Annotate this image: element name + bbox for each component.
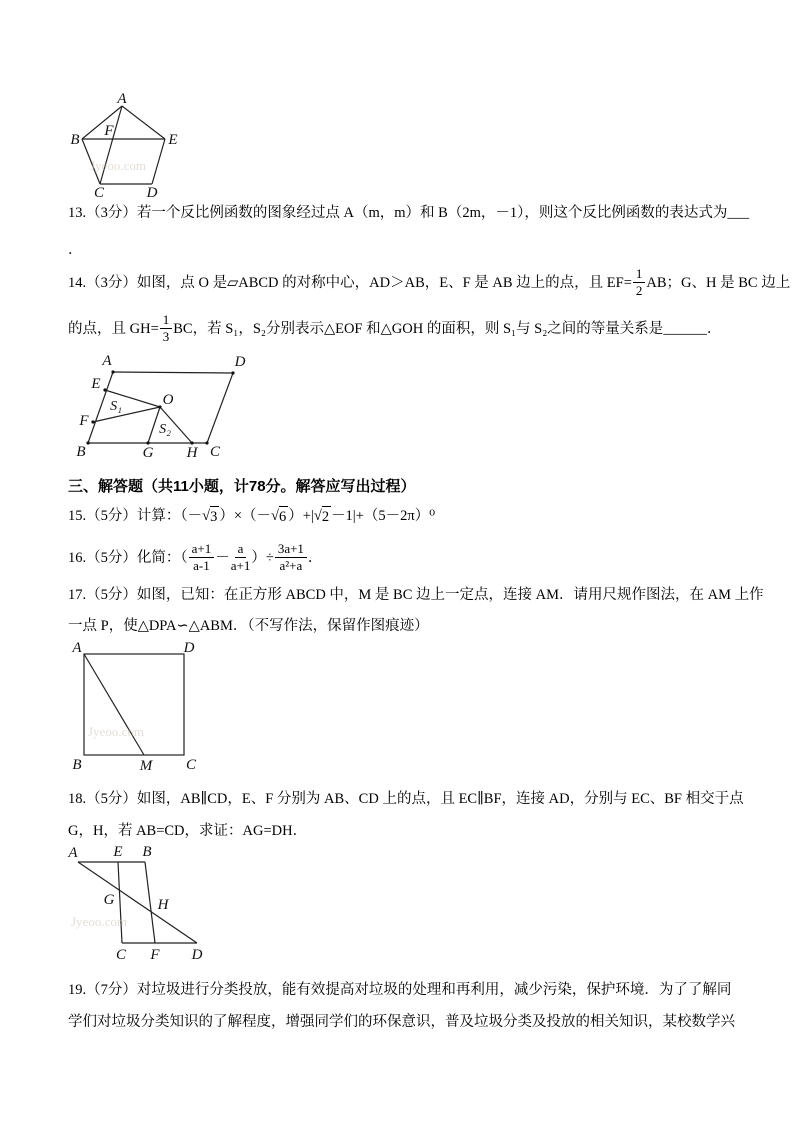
vertex-label-f: F bbox=[104, 123, 114, 139]
q18-text-1: 18.（5分）如图，AB∥CD，E、F 分别为 AB、CD 上的点，且 EC∥BF，连接 AD，分别与 EC、BF 相交于点 bbox=[68, 791, 744, 807]
vertex-label-g: G bbox=[142, 445, 154, 461]
sqrt-icon: √ bbox=[202, 508, 211, 524]
q14-text-2b: BC，若 S₁，S₂分别表示△EOF 和△GOH 的面积，则 S₁与 S₂之间的等量关系是 bbox=[173, 321, 664, 337]
point-label-m: M bbox=[139, 758, 153, 774]
vertex-label-f: F bbox=[79, 413, 89, 429]
vertex-label-e: E bbox=[91, 376, 101, 392]
area-label-s1: S₁ bbox=[110, 399, 122, 414]
fraction-a1-over-a-1: $\frac{a+1}{a-1}$ bbox=[189, 542, 215, 574]
q17-text-2: 一点 P，使△DPA∽△ABM．（不写作法，保留作图痕迹） bbox=[68, 618, 429, 634]
question-14-line2 bbox=[68, 308, 740, 350]
fraction-one-third: $\frac{1}{3}$ bbox=[160, 313, 173, 345]
q14-text-1a: 14.（3分）如图，点 O 是▱ABCD 的对称中心，AD＞AB，E、F 是 AB 边上的点，且 EF= bbox=[68, 275, 632, 291]
q18-text-2: G，H，若 AB=CD，求证：AG=DH． bbox=[68, 823, 308, 839]
point-label-g: G bbox=[103, 892, 115, 908]
q17-text-1: 17.（5分）如图，已知：在正方形 ABCD 中，M 是 BC 边上一定点，连接 AM．请用尺规作图法，在 AM 上作 bbox=[68, 587, 764, 603]
q19-text-1: 19.（7分）对垃圾进行分类投放，能有效提高对垃圾的处理和再利用，减少污染，保护环境．为了了解同 bbox=[68, 982, 732, 998]
vertex-label-a: A bbox=[72, 640, 82, 656]
vertex-label-e: E bbox=[113, 844, 123, 860]
figure-square bbox=[70, 640, 205, 775]
fraction-a-over-a1: $\frac{a}{a+1}$ bbox=[230, 541, 251, 573]
q16-period: ． bbox=[307, 550, 323, 566]
vertex-label-f: F bbox=[150, 947, 160, 963]
vertex-label-h: H bbox=[186, 445, 198, 461]
sqrt-icon: √ bbox=[271, 508, 279, 524]
q13-text: 13.（3分）若一个反比例函数的图象经过点 A（m，m）和 B（2m，－1），则这个反比例函数的表达式为 bbox=[68, 205, 728, 221]
q15-prefix: 15.（5分）计算：（－ bbox=[68, 508, 203, 524]
q15-exponent: ⁰ bbox=[429, 508, 436, 524]
vertex-label-a: A bbox=[117, 91, 127, 107]
question-14-line1 bbox=[68, 262, 791, 304]
vertex-label-c: C bbox=[209, 444, 221, 460]
vertex-label-b: B bbox=[72, 757, 82, 773]
question-13 bbox=[68, 203, 750, 223]
section-heading bbox=[68, 477, 740, 497]
question-17-line1 bbox=[68, 585, 764, 605]
vertex-label-c: C bbox=[115, 947, 127, 963]
q13-period: ． bbox=[68, 242, 83, 258]
vertex-label-b: B bbox=[70, 132, 80, 148]
radicand-2: 2 bbox=[322, 506, 331, 527]
q16-minus: － bbox=[215, 550, 230, 566]
vertex-label-d: D bbox=[234, 354, 246, 370]
figure-parallel-lines bbox=[63, 846, 243, 966]
vertex-label-b: B bbox=[76, 444, 86, 460]
vertex-label-e: E bbox=[168, 132, 178, 148]
watermark: Jyeoo.com bbox=[88, 724, 144, 739]
watermark: Jyeoo.com bbox=[71, 914, 127, 929]
sqrt-icon: √ bbox=[313, 508, 322, 524]
q13-period-line bbox=[68, 240, 740, 260]
q14-text-1b: AB；G、H 是 BC 边上 bbox=[646, 275, 791, 291]
q14-text-2a: 的点，且 GH= bbox=[68, 321, 159, 337]
figure-pentagon bbox=[72, 92, 212, 204]
question-15 bbox=[68, 503, 740, 529]
vertex-label-d: D bbox=[146, 185, 158, 201]
question-16 bbox=[68, 534, 740, 582]
figure-parallelogram bbox=[68, 352, 328, 464]
fraction-one-half: $\frac{1}{2}$ bbox=[633, 267, 646, 299]
watermark: Jyeoo.com bbox=[90, 158, 146, 173]
q15-mid1: ）×（－ bbox=[219, 508, 272, 524]
q13-blank: ___ bbox=[727, 205, 750, 221]
fraction-3a1-over-a2a: $\frac{3a+1}{\text{a²+a}}$ bbox=[275, 542, 307, 574]
q14-period: ． bbox=[706, 321, 722, 337]
q16-mid: ）÷ bbox=[251, 550, 274, 566]
center-label-o: O bbox=[162, 392, 174, 408]
q14-blank: ______ bbox=[663, 321, 707, 337]
point-label-h: H bbox=[157, 897, 169, 913]
area-label-s2: S₂ bbox=[159, 422, 171, 437]
radicand-3: 3 bbox=[210, 506, 219, 527]
vertex-label-a: A bbox=[68, 845, 78, 861]
question-17-line2 bbox=[68, 616, 740, 636]
vertex-label-c: C bbox=[185, 757, 197, 773]
question-19-line2 bbox=[68, 1012, 740, 1032]
q15-mid3: －1|+（5－2π） bbox=[331, 508, 430, 524]
q16-prefix: 16.（5分）化简：（ bbox=[68, 550, 188, 566]
question-18-line2 bbox=[68, 821, 740, 841]
vertex-label-c: C bbox=[93, 185, 105, 201]
question-19-line1 bbox=[68, 980, 740, 1000]
q19-text-2: 学们对垃圾分类知识的了解程度，增强同学们的环保意识，普及垃圾分类及投放的相关知识，某校数学兴 bbox=[68, 1014, 735, 1030]
section-heading-text: 三、解答题（共11小题，计78分。解答应写出过程） bbox=[68, 478, 416, 495]
vertex-label-d: D bbox=[191, 947, 203, 963]
vertex-label-b: B bbox=[142, 844, 152, 860]
vertex-label-d: D bbox=[183, 640, 195, 656]
vertex-label-a: A bbox=[102, 353, 112, 369]
q15-mid2: ）+| bbox=[288, 508, 314, 524]
radicand-6: 6 bbox=[279, 506, 288, 527]
question-18-line1 bbox=[68, 789, 744, 809]
